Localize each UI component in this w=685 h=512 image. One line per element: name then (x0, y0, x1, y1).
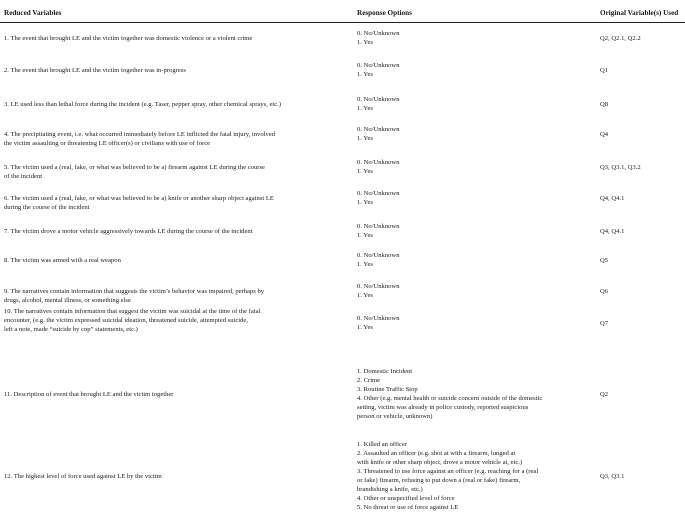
response-option: 1. Yes (357, 324, 373, 331)
original-variables-cell: Q4 (600, 131, 609, 138)
response-options-cell (357, 222, 587, 240)
response-option: 1. Yes (357, 261, 373, 268)
table-header (0, 0, 685, 23)
response-option: 4. Other or unspecified level of force (357, 495, 455, 502)
response-options-cell (357, 314, 587, 332)
original-variables-cell: Q4, Q4.1 (600, 228, 625, 235)
response-option: 5. No threat or use of force against LE (357, 504, 459, 511)
reduced-variable-cell (4, 34, 340, 43)
reduced-variable-text: 12. The highest level of force used against LE by the victim (4, 472, 162, 480)
response-options-cell (357, 95, 587, 113)
response-option: or fake) firearm, refusing to put down a (real or fake) firearm, (357, 477, 521, 484)
response-option: 0. No/Unknown (357, 126, 400, 133)
reduced-variable-cell (4, 66, 340, 75)
reduced-variable-text: 8. The victim was armed with a real weapon (4, 257, 121, 264)
response-options-cell (357, 61, 587, 79)
reduced-variable-cell (4, 390, 340, 399)
response-option: 1. Yes (357, 292, 373, 299)
response-options-cell (357, 282, 587, 300)
response-option: 1. Yes (357, 71, 373, 78)
response-option: setting, victim was already in police custody, reported suspicious (357, 404, 529, 411)
response-option: 0. No/Unknown (357, 315, 400, 322)
reduced-variable-text: 10. The narratives contain information that suggest the victim was suicidal at the time of the fatal (4, 308, 261, 315)
reduced-variable-cell (4, 307, 340, 334)
original-variables-cell: Q3, Q3.1 (600, 472, 625, 480)
reduced-variable-text: left a note, made “suicide by cop” statements, etc.) (4, 326, 138, 333)
original-variables-cell: Q1 (600, 67, 609, 74)
reduced-variable-cell (4, 256, 340, 265)
response-option: 0. No/Unknown (357, 190, 400, 197)
reduced-variable-text: 9. The narratives contain information that suggests the victim’s behavior was impaired, perhaps by (4, 288, 265, 295)
reduced-variable-cell (4, 194, 340, 212)
original-variables-cell: Q6 (600, 288, 609, 295)
response-option: 1. Domestic Incident (357, 368, 413, 375)
reduced-variable-cell (4, 287, 340, 305)
response-option: 1. Yes (357, 105, 373, 112)
original-variables-cell: Q5 (600, 257, 609, 264)
response-option: 3. Threatened to use force against an officer (e.g. reaching for a (real (357, 468, 539, 475)
response-option: 1. Killed an officer (357, 441, 408, 448)
response-options-cell (357, 440, 587, 512)
response-option: 1. Yes (357, 135, 373, 142)
response-option: 0. No/Unknown (357, 252, 400, 259)
response-options-cell (357, 29, 587, 47)
reduced-variable-text: 7. The victim drove a motor vehicle aggressively towards LE during the course of the incident (4, 228, 253, 235)
response-option: 0. No/Unknown (357, 223, 400, 230)
reduced-variable-text: 11. Description of event that brought LE and the victim together (4, 390, 174, 398)
reduced-variable-text: 2. The event that brought LE and the victim together was in-progress (4, 67, 186, 74)
original-variables-cell: Q2, Q2.1, Q2.2 (600, 35, 641, 42)
header-response-options: Response Options (357, 9, 412, 17)
original-variables-cell: Q3, Q3.1, Q3.2 (600, 164, 641, 171)
response-option: with knife or other sharp object, drove a motor vehicle at, etc.) (357, 459, 523, 466)
response-options-cell (357, 125, 587, 143)
header-reduced-variables: Reduced Variables (4, 9, 62, 17)
reduced-variable-cell (4, 472, 340, 481)
response-option: 1. Yes (357, 39, 373, 46)
original-variables-cell: Q2 (600, 390, 609, 398)
response-options-cell (357, 367, 587, 421)
original-variables-cell: Q7 (600, 320, 609, 327)
response-option: 1. Yes (357, 199, 373, 206)
response-option: 4. Other (e.g. mental health or suicide concern outside of the domestic (357, 395, 543, 402)
response-option: 2. Assaulted an officer (e.g. shot at with a firearm, lunged at (357, 450, 516, 457)
reduced-variable-text: encounter, (e.g. the victim expressed suicidal ideation, threatened suicide, attempted suicide, (4, 317, 248, 324)
reduced-variable-text: 3. LE used less than lethal force during the incident (e.g. Taser, pepper spray, other chemical sprays, etc.) (4, 101, 282, 108)
reduced-variable-cell (4, 130, 340, 148)
response-option: 0. No/Unknown (357, 96, 400, 103)
reduced-variable-cell (4, 163, 340, 181)
original-variables-cell: Q4, Q4.1 (600, 195, 625, 202)
reduced-variable-text: 1. The event that brought LE and the victim together was domestic violence or a violent crime (4, 35, 253, 42)
reduced-variable-cell (4, 227, 340, 236)
reduced-variable-text: drugs, alcohol, mental illness, or something else (4, 297, 131, 304)
reduced-variable-text: 5. The victim used a (real, fake, or what was believed to be a) firearm against LE during the course (4, 164, 265, 171)
response-option: 0. No/Unknown (357, 283, 400, 290)
reduced-variable-text: 6. The victim used a (real, fake, or what was believed to be a) knife or another sharp object against LE (4, 195, 274, 202)
response-option: 1. Yes (357, 168, 373, 175)
response-option: 1. Yes (357, 232, 373, 239)
response-option: 0. No/Unknown (357, 159, 400, 166)
response-option: 2. Crime (357, 377, 381, 384)
response-options-cell (357, 158, 587, 176)
response-option: brandishing a knife, etc.) (357, 486, 423, 493)
response-option: 0. No/Unknown (357, 30, 400, 37)
response-option: 0. No/Unknown (357, 62, 400, 69)
header-original-variables: Original Variable(s) Used (600, 9, 679, 17)
response-options-cell (357, 189, 587, 207)
response-option: 3. Routine Traffic Stop (357, 386, 418, 393)
reduced-variable-text: of the incident (4, 173, 43, 180)
reduced-variable-text: 4. The precipitating event, i.e. what occurred immediately before LE inflicted the fatal injury, involved (4, 131, 275, 138)
reduced-variable-text: during the course of the incident (4, 204, 90, 211)
reduced-variable-text: the victim assaulting or threatening LE officer(s) or civilians with use of force (4, 140, 211, 147)
original-variables-cell: Q8 (600, 101, 609, 108)
response-options-cell (357, 251, 587, 269)
reduced-variable-cell (4, 100, 340, 109)
response-option: person or vehicle, unknown) (357, 413, 433, 420)
